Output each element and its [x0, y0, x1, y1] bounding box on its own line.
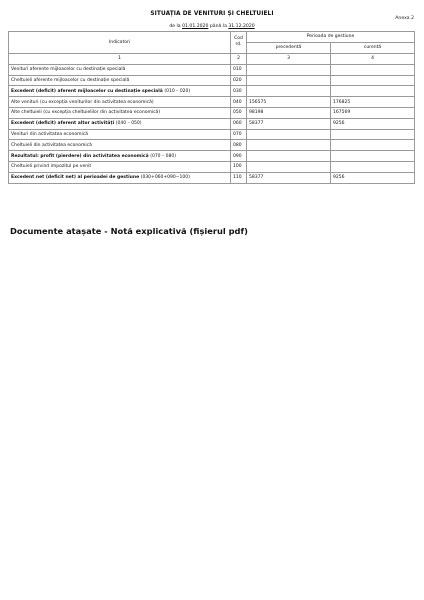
row-label-cell: [9, 118, 231, 129]
period-from: 01.01.2020: [182, 24, 209, 29]
row-code: 020: [231, 75, 247, 86]
column-number: 3: [247, 53, 331, 64]
table-row: [9, 107, 415, 118]
period-prefix: de la: [169, 24, 181, 29]
table-row: [9, 118, 415, 129]
period-mid: până la: [209, 24, 227, 29]
row-label-cell: [9, 172, 231, 183]
row-code: 040: [231, 97, 247, 108]
row-label-cell: [9, 151, 231, 162]
row-current: 9256: [331, 118, 415, 129]
table-row: [9, 140, 415, 151]
row-previous: 98198: [247, 107, 331, 118]
row-label: Excedent net (deficit net) al perioadei de gestiune: [11, 175, 140, 181]
column-number: 1: [9, 53, 231, 64]
header-period-group: Perioada de gestiune: [247, 32, 415, 43]
income-expense-table: [8, 31, 415, 184]
row-current: 167569: [331, 107, 415, 118]
row-code: 110: [231, 172, 247, 183]
row-code: 010: [231, 64, 247, 75]
row-label: Cheltuieli aferente mijloacelor cu destinație specială: [9, 75, 231, 86]
row-formula: (070 – 080): [150, 153, 177, 159]
row-previous: [247, 161, 331, 172]
row-code: 030: [231, 86, 247, 97]
row-previous: [247, 129, 331, 140]
row-label: Excedent (deficit) aferent mijloacelor cu destinație specială: [11, 88, 163, 94]
table-row: [9, 97, 415, 108]
table-row: [9, 86, 415, 97]
column-number: 4: [331, 53, 415, 64]
table-row: [9, 151, 415, 162]
row-previous: [247, 86, 331, 97]
row-current: [331, 86, 415, 97]
row-current: [331, 129, 415, 140]
table-row: [9, 129, 415, 140]
row-previous: [247, 75, 331, 86]
row-previous: [247, 151, 331, 162]
row-label: Venituri din activitatea economică: [9, 129, 231, 140]
row-label: Cheltuieli privind impozitul pe venit: [9, 161, 231, 172]
row-formula: (030+060+090−100): [140, 175, 190, 181]
row-formula: (010 – 020): [164, 88, 191, 94]
row-formula: (040 – 050): [115, 121, 142, 127]
row-label: Alte cheltuieli (cu excepția cheltuielilor din activitatea economică): [9, 107, 231, 118]
row-current: 9256: [331, 172, 415, 183]
row-code: 100: [231, 161, 247, 172]
row-current: [331, 151, 415, 162]
row-label: Excedent (deficit) aferent altor activități: [11, 121, 115, 127]
row-current: [331, 161, 415, 172]
row-label-cell: [9, 86, 231, 97]
row-code: 090: [231, 151, 247, 162]
row-current: 176825: [331, 97, 415, 108]
period-to: 31.12.2020: [228, 24, 255, 29]
attachments-heading: Documente atașate - Notă explicativă (fișierul pdf): [10, 226, 248, 236]
row-current: [331, 140, 415, 151]
header-code: Cod rd.: [231, 32, 247, 54]
row-code: 060: [231, 118, 247, 129]
row-label: Alte venituri (cu excepția veniturilor din activitatea economică): [9, 97, 231, 108]
row-current: [331, 75, 415, 86]
header-indicator: Indicatori: [9, 32, 231, 54]
annex-label: Anexa 2: [395, 16, 414, 21]
reporting-period: [0, 24, 424, 29]
header-previous: precedentă: [247, 42, 331, 53]
row-label: Venituri aferente mijloacelor cu destinație specială: [9, 64, 231, 75]
column-number: 2: [231, 53, 247, 64]
table-row: [9, 172, 415, 183]
table-row: [9, 161, 415, 172]
row-label: Rezultatul: profit (pierdere) din activitatea economică: [11, 153, 149, 159]
row-code: 050: [231, 107, 247, 118]
page-title: SITUAȚIA DE VENITURI ȘI CHELTUIELI: [150, 11, 274, 17]
row-label: Cheltuieli din activitatea economică: [9, 140, 231, 151]
header-current: curentă: [331, 42, 415, 53]
table-row: [9, 64, 415, 75]
row-code: 080: [231, 140, 247, 151]
row-current: [331, 64, 415, 75]
table-row: [9, 75, 415, 86]
row-previous: [247, 64, 331, 75]
row-previous: [247, 140, 331, 151]
row-code: 070: [231, 129, 247, 140]
row-previous: 58377: [247, 172, 331, 183]
row-previous: 156575: [247, 97, 331, 108]
row-previous: 58377: [247, 118, 331, 129]
